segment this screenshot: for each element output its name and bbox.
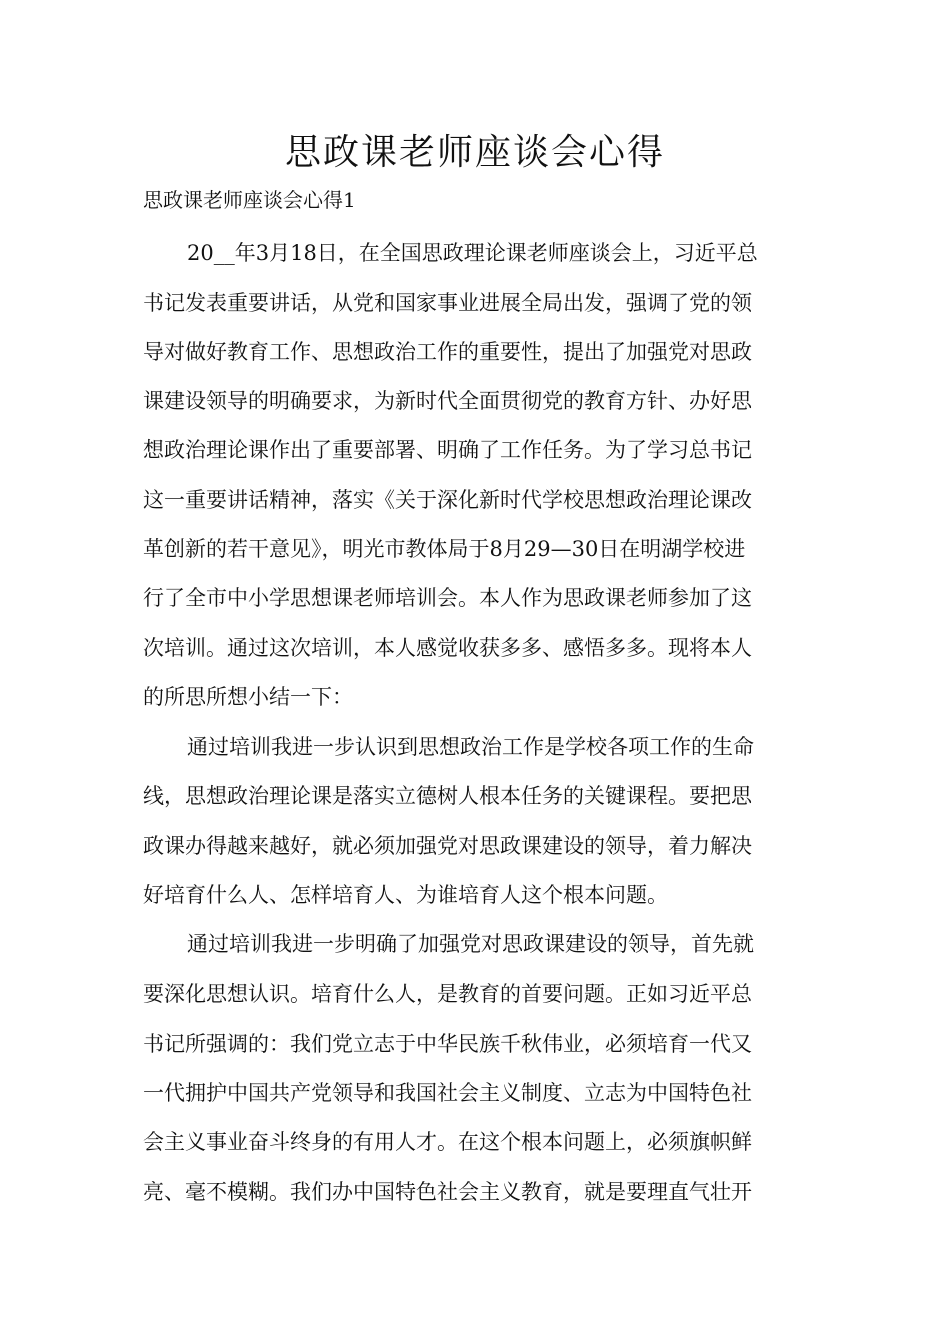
text-line: 好培育什么人、怎样培育人、为谁培育人这个根本问题。: [143, 883, 668, 907]
text-line: 行了全市中小学思想课老师培训会。本人作为思政课老师参加了这: [143, 586, 752, 610]
text-line: 导对做好教育工作、思想政治工作的重要性，提出了加强党对思政: [143, 340, 752, 364]
text-line: 想政治理论课作出了重要部署、明确了工作任务。为了学习总书记: [143, 438, 752, 462]
text-line: 通过培训我进一步认识到思想政治工作是学校各项工作的生命: [187, 735, 754, 759]
text-line: 书记所强调的：我们党立志于中华民族千秋伟业，必须培育一代又: [143, 1032, 752, 1056]
text-line: 次培训。通过这次培训，本人感觉收获多多、感悟多多。现将本人: [143, 636, 752, 660]
text-line: 20__年3月18日，在全国思政理论课老师座谈会上，习近平总: [187, 241, 758, 265]
text-line: 政课办得越来越好，就必须加强党对思政课建设的领导，着力解决: [143, 834, 752, 858]
text-line: 通过培训我进一步明确了加强党对思政课建设的领导，首先就: [187, 932, 754, 956]
text-line: 课建设领导的明确要求，为新时代全面贯彻党的教育方针、办好思: [143, 389, 752, 413]
text-line: 线，思想政治理论课是落实立德树人根本任务的关键课程。要把思: [143, 784, 752, 808]
text-line: 一代拥护中国共产党领导和我国社会主义制度、立志为中国特色社: [143, 1081, 752, 1105]
text-line: 这一重要讲话精神，落实《关于深化新时代学校思想政治理论课改: [143, 488, 752, 512]
document-subtitle: 思政课老师座谈会心得1: [143, 188, 356, 212]
document-title: 思政课老师座谈会心得: [284, 132, 665, 173]
text-line: 革创新的若干意见》，明光市教体局于8月29—30日在明湖学校进: [143, 537, 746, 561]
text-line: 的所思所想小结一下：: [143, 685, 353, 709]
text-line: 书记发表重要讲话，从党和国家事业进展全局出发，强调了党的领: [143, 291, 752, 315]
text-line: 会主义事业奋斗终身的有用人才。在这个根本问题上，必须旗帜鲜: [143, 1130, 752, 1154]
text-line: 要深化思想认识。培育什么人，是教育的首要问题。正如习近平总: [143, 982, 752, 1006]
text-line: 亮、毫不模糊。我们办中国特色社会主义教育，就是要理直气壮开: [143, 1180, 752, 1204]
